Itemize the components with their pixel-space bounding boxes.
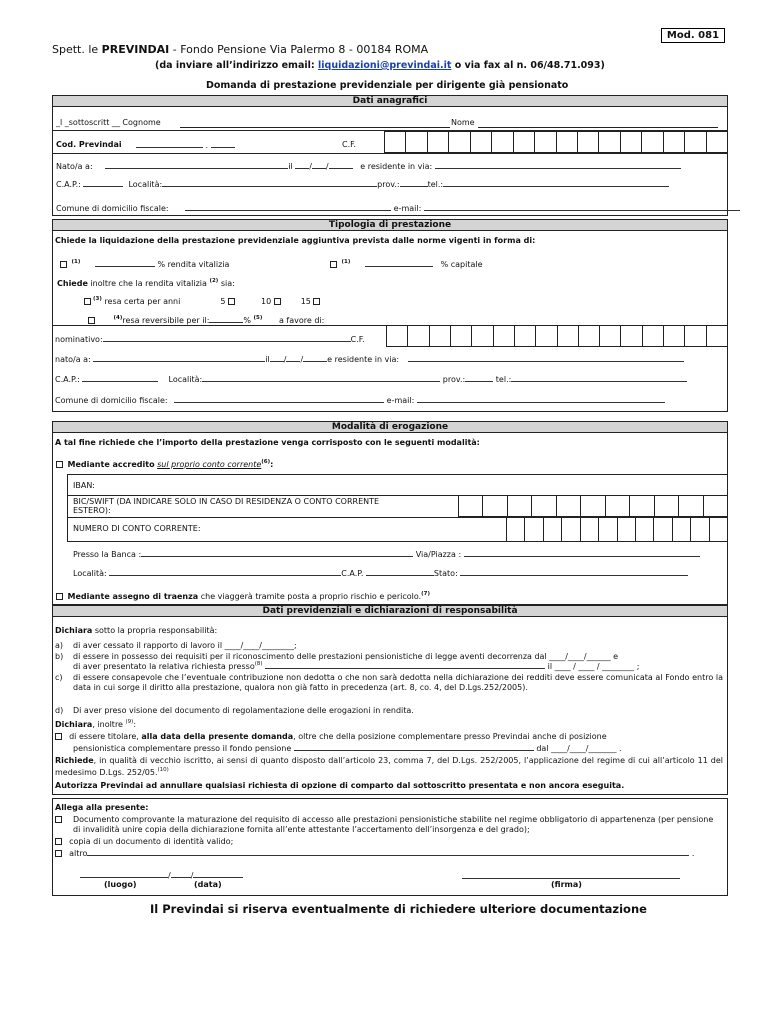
nominativo-row[interactable]: nominativo: C.F.: [55, 335, 365, 344]
item-d-label: d): [55, 706, 64, 715]
footer-note: Il Previndai si riserva eventualmente di richiedere ulteriore documentazione: [150, 902, 647, 916]
checkbox-5-anni[interactable]: [228, 298, 235, 305]
titolare-row2[interactable]: pensionistica complementare presso il fondo pensione dal ____/____/_______ .: [73, 744, 622, 753]
checkbox[interactable]: [60, 261, 67, 268]
label-sottoscritto: _l _sottoscritt __ Cognome: [56, 118, 161, 127]
dichiara-heading: Dichiara sotto la propria responsabilità:: [55, 626, 218, 635]
titolare-row[interactable]: di essere titolare, alla data della presente domanda, oltre che della posizione complementare presso Previndai anche di posizione: [55, 732, 607, 741]
localita-row[interactable]: Località: C.A.P. Stato:: [73, 568, 688, 578]
comune-row-beneficiario[interactable]: Comune di domicilio fiscale: e-mail:: [55, 395, 665, 405]
form-code: Mod. 081: [661, 28, 725, 43]
checkbox[interactable]: [56, 593, 63, 600]
cf-grid-beneficiario[interactable]: [386, 325, 728, 347]
option-assegno[interactable]: Mediante assegno di traenza che viaggerà tramite posta a proprio rischio e pericolo.$^{(7)}$: [56, 591, 430, 601]
dichiara-inoltre: Dichiara, inoltre $^{(9)}$:: [55, 719, 137, 729]
anagrafici-frame: [52, 95, 728, 216]
item-a: di aver cessato il rapporto di lavoro il ____/____/________;: [73, 641, 297, 650]
checkbox[interactable]: [55, 816, 62, 823]
banca-row[interactable]: Presso la Banca : Via/Piazza :: [73, 549, 700, 559]
item-c-label: c): [55, 673, 63, 682]
checkbox[interactable]: [55, 733, 62, 740]
nato-row-beneficiario[interactable]: nato/a a: il / / e residente in via:: [55, 354, 684, 364]
label-luogo: (luogo): [104, 880, 137, 889]
label-bic: BIC/SWIFT (DA INDICARE SOLO IN CASO DI RESIDENZA O CONTO CORRENTE ESTERO):: [73, 497, 380, 515]
label-nome: Nome: [451, 118, 475, 127]
section-title-tipologia: Tipologia di prestazione: [52, 219, 728, 231]
nato-row[interactable]: Nato/a a: il / / e residente in via:: [56, 161, 681, 171]
label-cod-previndai: Cod. Previndai: [56, 140, 122, 149]
label-data: (data): [194, 880, 222, 889]
comune-row[interactable]: Comune di domicilio fiscale: e-mail:: [56, 203, 740, 213]
chiede-inoltre: Chiede inoltre che la rendita vitalizia $^{(2)}$ sia:: [57, 278, 235, 288]
send-instructions: (da inviare all’indirizzo email: liquidazioni@previndai.it o via fax al n. 06/48.71.093): [155, 60, 605, 71]
nome-field[interactable]: [478, 127, 718, 128]
form-title: Domanda di prestazione previdenziale per dirigente già pensionato: [206, 80, 569, 91]
checkbox[interactable]: [55, 850, 62, 857]
cod-previndai-field[interactable]: .: [136, 140, 235, 150]
allega-checkbox-1[interactable]: [55, 815, 64, 824]
checkbox[interactable]: [88, 317, 95, 324]
checkbox[interactable]: [55, 838, 62, 845]
allega-item-1: Documento comprovante la maturazione del requisito di accesso alle prestazioni pensionistiche stabilite nel regime obbligatorio di appartenenza (per pensione di invalidità unire copia della dichiarazione fornita all’ente attestante l’accertamento dell’insorgenza e del grado);: [73, 815, 714, 834]
modalita-intro: A tal fine richiede che l’importo della prestazione venga corrisposto con le seguenti modalità:: [55, 438, 480, 447]
option-reversibile[interactable]: $^{(4)}$resa reversibile per il: % $^{(5)}$ a favore di:: [88, 315, 324, 325]
section-title-anagrafici: Dati anagrafici: [52, 95, 728, 107]
firma-field[interactable]: [462, 878, 680, 879]
label-numero-conto: NUMERO DI CONTO CORRENTE:: [73, 524, 201, 533]
item-b-line2: di aver presentato la relativa richiesta presso$^{(8)}$ il ____ / ____ / ________ ;: [73, 661, 640, 671]
checkbox[interactable]: [84, 298, 91, 305]
option-capitale[interactable]: $^{(1)}$ % capitale: [330, 259, 483, 269]
autorizza-text: Autorizza Previndai ad annullare qualsiasi richiesta di opzione di comparto dal sottoscritto presentata e non ancora eseguita.: [55, 781, 625, 790]
checkbox-15-anni[interactable]: [313, 298, 320, 305]
label-iban: IBAN:: [73, 481, 95, 490]
section-title-dichiarazioni: Dati previdenziali e dichiarazioni di responsabilità: [52, 605, 728, 617]
recipient-address: Spett. le PREVINDAI - Fondo Pensione Via Palermo 8 - 00184 ROMA: [52, 43, 429, 56]
luogo-data-field[interactable]: / /: [80, 870, 243, 880]
allega-frame: [52, 798, 728, 896]
checkbox[interactable]: [56, 461, 63, 468]
allega-item-3[interactable]: altro .: [55, 848, 694, 858]
chiede-text: Chiede la liquidazione della prestazione previdenziale aggiuntiva prevista dalle norme vigenti in forma di:: [55, 236, 536, 245]
cap-row[interactable]: C.A.P.: Località: prov.: tel.:: [56, 179, 669, 189]
cap-row-beneficiario[interactable]: C.A.P.: Località: prov.: tel.:: [55, 374, 687, 384]
item-a-label: a): [55, 641, 64, 650]
allega-title: Allega alla presente:: [55, 803, 149, 812]
bic-grid[interactable]: [458, 495, 728, 517]
label-cf: C.F.: [342, 140, 356, 149]
richiede-text: Richiede, in qualità di vecchio iscritto, ai sensi di quanto disposto dall’articolo 23, comma 7, del D.Lgs. 252/2005, l’applicazione del regime di cui all’articolo 11 del medesimo D.Lgs. 252/05.$^{(10)}$: [55, 756, 723, 777]
email-link[interactable]: liquidazioni@previndai.it: [318, 60, 452, 71]
option-accredito[interactable]: Mediante accredito sul proprio conto corrente$^{(6)}$:: [56, 459, 273, 469]
checkbox[interactable]: [330, 261, 337, 268]
label-firma: (firma): [551, 880, 582, 889]
item-b-label: b): [55, 652, 64, 661]
cf-grid[interactable]: [384, 131, 728, 153]
conto-grid[interactable]: [506, 517, 728, 542]
checkbox-10-anni[interactable]: [274, 298, 281, 305]
allega-item-2[interactable]: copia di un documento di identità valido;: [55, 837, 233, 846]
option-certa[interactable]: $^{(3)}$ resa certa per anni 5 10 15: [84, 296, 322, 306]
cognome-field[interactable]: [180, 127, 450, 128]
item-b-line1: di essere in possesso dei requisiti per il riconoscimento delle prestazioni pensionistiche di legge aventi decorrenza dal ____/____/______ e: [73, 652, 619, 661]
item-d: Di aver preso visione del documento di regolamentazione delle erogazioni in rendita.: [73, 706, 414, 715]
section-title-modalita: Modalità di erogazione: [52, 421, 728, 433]
divider: [52, 153, 728, 154]
item-c: di essere consapevole che l’eventuale contribuzione non dedotta o che non sarà dedotta nella dichiarazione dei redditi deve essere comunicata al Fondo entro la data in cui sorge il diritto alla prestazione, qualora non già fatto in precedenza (art. 8, co. 4, del D.Lgs.252/2005).: [73, 673, 723, 692]
option-rendita-vitalizia[interactable]: $^{(1)}$ % rendita vitalizia: [60, 259, 229, 269]
